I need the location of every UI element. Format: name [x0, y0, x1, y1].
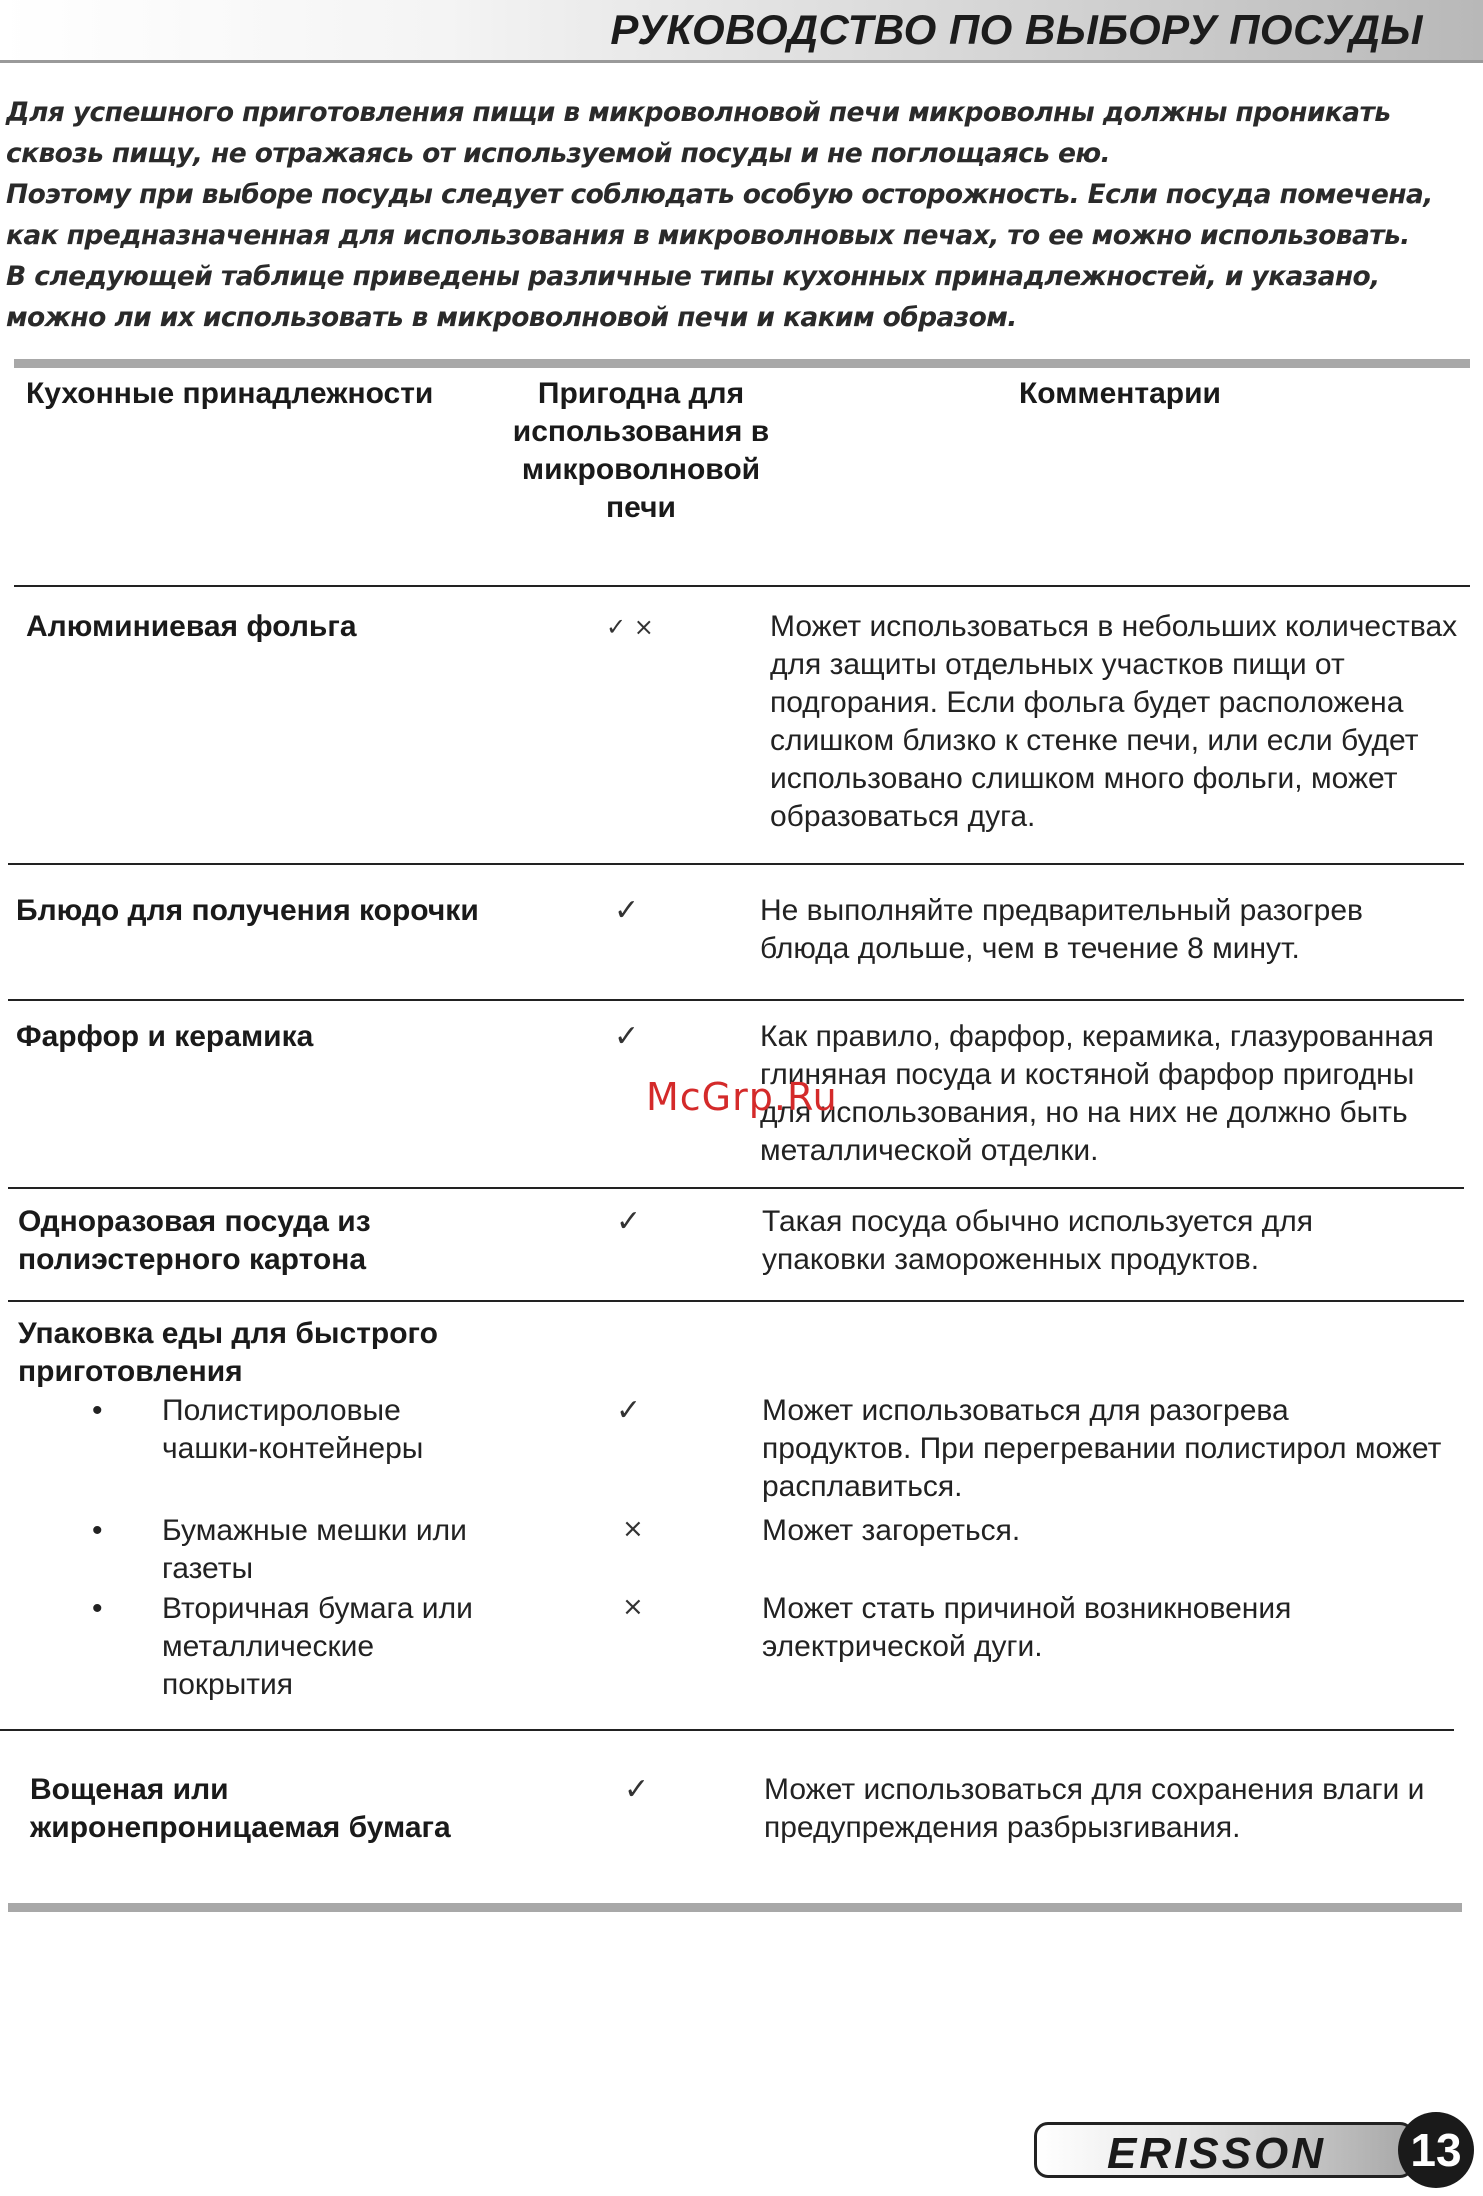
- item-name: Алюминиевая фольга: [26, 610, 357, 643]
- item-name: Блюдо для получения корочки: [16, 894, 479, 927]
- watermark: McGrp.Ru: [646, 1075, 838, 1119]
- suitability-mark: ✓: [624, 1772, 650, 1807]
- item-name: Одноразовая посуда из полиэстерного картона: [18, 1205, 371, 1276]
- row-divider: [8, 1187, 1464, 1189]
- bullet: •: [92, 1592, 103, 1625]
- comment-text: Может использоваться для сохранения влаги и предупреждения разбрызгивания.: [764, 1773, 1425, 1844]
- comment-text: Как правило, фарфор, керамика, глазурованная глиняная посуда и костяной фарфор пригодны для использования, но на них не должно быть металлической отделки.: [760, 1020, 1434, 1167]
- page-title: РУКОВОДСТВО ПО ВЫБОРУ ПОСУДЫ: [610, 6, 1423, 53]
- row-divider: [14, 585, 1470, 587]
- suitability-mark: ✓: [616, 1204, 642, 1239]
- intro-text: [6, 92, 1476, 338]
- intro-paragraph: Поэтому при выборе посуды следует соблюдать особую осторожность. Если посуда помечена, как предназначенная для использования в микроволновых печах, то ее можно использовать.: [6, 179, 1433, 251]
- suitability-mark: ✓: [614, 893, 640, 928]
- row-divider: [8, 863, 1464, 865]
- intro-paragraph: В следующей таблице приведены различные типы кухонных принадлежностей, и указано, можно ли их использовать в микроволновой печи и каким образом.: [6, 261, 1380, 333]
- comment-text: Может использоваться для разогрева продуктов. При перегревании полистирол может расплавиться.: [762, 1394, 1442, 1503]
- brand-name: ERISSON: [1107, 2129, 1327, 2178]
- item-name: Полистироловые чашки-контейнеры: [162, 1394, 424, 1465]
- column-header-item: Кухонные принадлежности: [26, 377, 434, 410]
- suitability-mark: ×: [622, 1592, 644, 1622]
- comment-text: Может стать причиной возникновения электрической дуги.: [762, 1592, 1292, 1663]
- suitability-mark: ×: [622, 1514, 644, 1544]
- item-name: Фарфор и керамика: [16, 1020, 314, 1053]
- intro-paragraph: Для успешного приготовления пищи в микроволновой печи микроволны должны проникать сквозь пищу, не отражаясь от используемой посуды и не поглощаясь ею.: [6, 97, 1391, 169]
- comment-text: Может использоваться в небольших количествах для защиты отдельных участков пищи от подгорания. Если фольга будет расположена слишком близко к стенке печи, или если будет использовано слишком много фольги, может образоваться дуга.: [770, 610, 1458, 833]
- comment-text: Может загореться.: [762, 1514, 1021, 1547]
- comment-text: Не выполняйте предварительный разогрев блюда дольше, чем в течение 8 минут.: [760, 894, 1363, 965]
- item-name: Бумажные мешки или газеты: [162, 1514, 467, 1585]
- brand-logo: [1034, 2122, 1414, 2178]
- row-divider: [8, 1300, 1464, 1302]
- bullet: •: [92, 1394, 103, 1427]
- suitability-mark: ✓: [614, 1019, 640, 1054]
- row-divider: [0, 1729, 1454, 1731]
- table-bottom-rule: [8, 1903, 1462, 1912]
- comment-text: Такая посуда обычно используется для упаковки замороженных продуктов.: [762, 1205, 1313, 1276]
- suitability-mark: ✓: [616, 1393, 642, 1428]
- column-header-comments: Комментарии: [1018, 377, 1222, 410]
- suitability-mark: ✓ ×: [606, 613, 654, 641]
- row-divider: [8, 999, 1464, 1001]
- column-header-suitable: Пригодна для использования в микроволновой печи: [512, 377, 770, 524]
- group-title: Упаковка еды для быстрого приготовления: [18, 1317, 438, 1388]
- item-name: Вторичная бумага или металлические покрытия: [162, 1592, 473, 1701]
- item-name: Вощеная или жиронепроницаемая бумага: [30, 1773, 451, 1844]
- page-number: 13: [1398, 2112, 1474, 2188]
- bullet: •: [92, 1514, 103, 1547]
- table-top-rule: [14, 359, 1470, 368]
